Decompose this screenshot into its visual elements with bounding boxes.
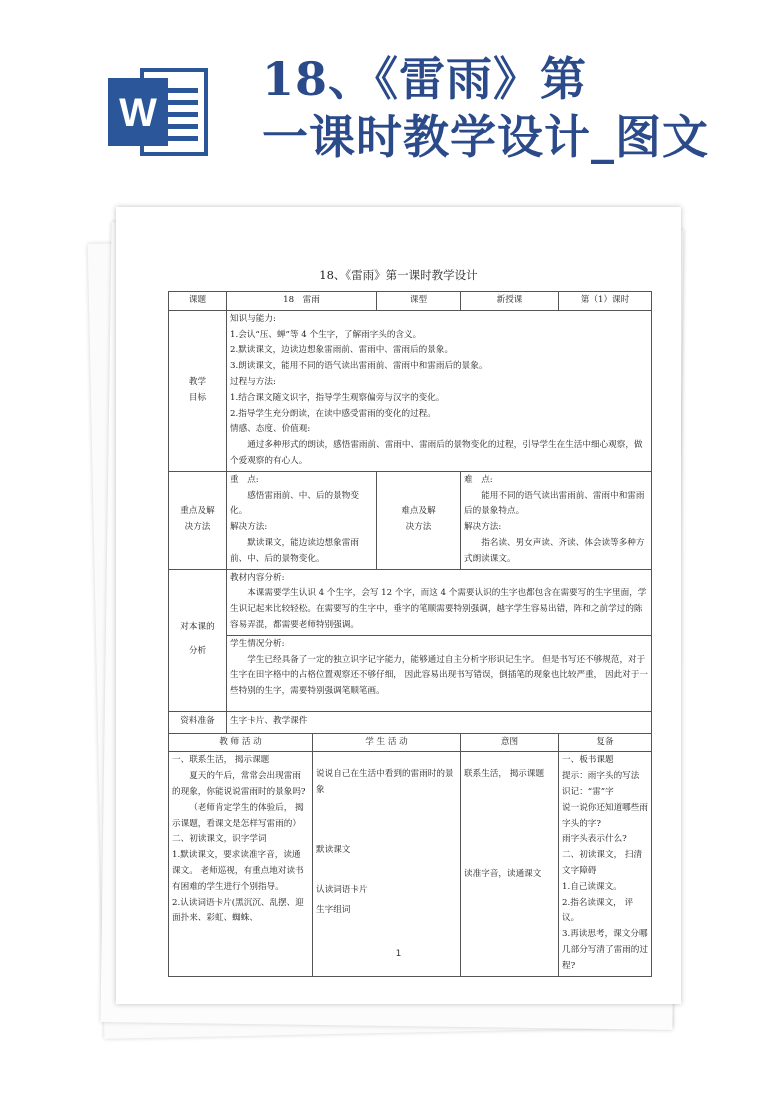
table-row-activities: [169, 752, 652, 976]
word-icon-letter: W: [119, 91, 157, 135]
review-column: 一、板书课题 提示：雨字头的写法 识记：“雷”字 说一说你还知道哪些雨字头的字? 雨字头表示什么? 二、初读课文， 扫清文字障碍 1.自己读课文。 2.指名读课文， 评议。 3.再读思考，课文分哪几部分写清了雷雨的过程?: [559, 752, 652, 976]
analysis-label: 对本课的 分析: [169, 569, 227, 711]
document-title-line2: 一课时教学设计_图文: [262, 110, 709, 164]
goal-line: 1.会认“压、蝉”等 4 个生字，了解雨字头的含义。: [230, 329, 422, 340]
value-keshi: 第（1）课时: [559, 292, 652, 311]
analysis-material: 教材内容分析: 本课需要学生认识 4 个生字，会写 12 个字，而这 4 个需要认识的生字也都包含在需要写的生字里面，学生识记起来比较轻松。在需要写的生字中，垂字的笔顺需要特别强调，越字学生容易出错，阵和之前学过的陈容易弄混，都需要老师特别强调。: [227, 570, 651, 636]
goal-line: 3.朗读课文，能用不同的语气读出雷雨前、雷雨中和雷雨后的景象。: [230, 361, 488, 372]
table-row-analysis: [169, 569, 652, 711]
goal-line: 2.默读课文，边读边想象雷雨前、雷雨中、雷雨后的景象。: [230, 345, 454, 356]
goal-line: 情感、态度、价值观:: [230, 424, 311, 435]
lesson-plan-table: [168, 291, 652, 977]
goal-line: 过程与方法:: [230, 376, 276, 387]
materials-label: 资料准备: [169, 711, 227, 733]
header-teacher: 教 师 活 动: [169, 733, 313, 752]
goals-label: 教学 目标: [169, 310, 227, 471]
value-keti: 18 雷雨: [227, 292, 377, 311]
page-number: 1: [395, 949, 402, 959]
keypoints-label: 重点及解 决方法: [169, 471, 227, 569]
goal-line: 通过多种形式的朗读，感悟雷雨前、雷雨中、雷雨后的景物变化的过程，引导学生在生活中细心观察，做个爱观察的有心人。: [230, 440, 643, 466]
word-document-icon: [106, 66, 210, 158]
student-activities: 说说自己在生活中看到的雷雨时的景象 默读课文 认读词语卡片 生字组词: [313, 752, 461, 976]
value-kexing: 新授课: [461, 292, 559, 311]
header: [0, 0, 780, 200]
page-title: 18、《雷雨》第一课时教学设计: [319, 268, 478, 282]
teacher-activities: 一、联系生活， 揭示课题 夏天的午后，常常会出现雷雨的现象，你能说说雷雨时的景象吗? （老师肯定学生的体验后， 揭示课题，看课文是怎样写雷雨的） 二、初读课文，识字学词 1.默读课文，要求读准字音，读通课文。 老师巡视，有重点地对读书有困难的学生进行个别指导。 2.认读词语卡片(黑沉沉、乱摆、迎面扑来、彩虹、蜘蛛、: [169, 752, 313, 976]
table-row-keypoints: [169, 471, 652, 569]
goal-line: 知识与能力:: [230, 313, 276, 324]
goal-line: 2.指导学生充分朗读，在读中感受雷雨的变化的过程。: [230, 408, 436, 419]
zhongdian-content: 重 点: 感悟雷雨前、中、后的景物变化。 解决方法: 默读课文，能边读边想象雷雨前、中、后的景物变化。: [227, 471, 377, 569]
materials-value: 生字卡片、教学课件: [227, 711, 652, 733]
goals-content: [227, 310, 652, 471]
analysis-content: [227, 569, 652, 711]
nandian-content: 难 点: 能用不同的语气读出雷雨前、雷雨中和雷雨后的景象特点。 解决方法: 指名读、男女声读、齐读、体会读等多种方式朗读课文。: [461, 471, 652, 569]
intent-column: 联系生活， 揭示课题 读准字音，读通课文: [461, 752, 559, 976]
document-page: [116, 207, 681, 1004]
label-keti: 课题: [169, 292, 227, 311]
header-intent: 意图: [461, 733, 559, 752]
document-title-line1: 18、《雷雨》第: [262, 52, 588, 106]
goal-line: 1.结合课文随文识字，指导学生观察偏旁与汉字的变化。: [230, 392, 445, 403]
header-student: 学 生 活 动: [313, 733, 461, 752]
nandian-label: 难点及解 决方法: [377, 471, 461, 569]
analysis-student: 学生情况分析: 学生已经具备了一定的独立识字记字能力，能够通过自主分析字形识记生字。 但是书写还不够规范，对于生字在田字格中的占格位置观察还不够仔细， 因此容易出现书写错误，倒插笔的现象也比较严重， 因此对于一些特别的生字，需要特别强调笔顺笔画。: [230, 638, 648, 697]
label-kexing: 课型: [377, 292, 461, 311]
table-row-materials: [169, 711, 652, 733]
document-title: [262, 50, 709, 166]
header-review: 复备: [559, 733, 652, 752]
table-row-goals: [169, 310, 652, 471]
table-row-activity-headers: [169, 733, 652, 752]
table-row-topic: [169, 292, 652, 311]
